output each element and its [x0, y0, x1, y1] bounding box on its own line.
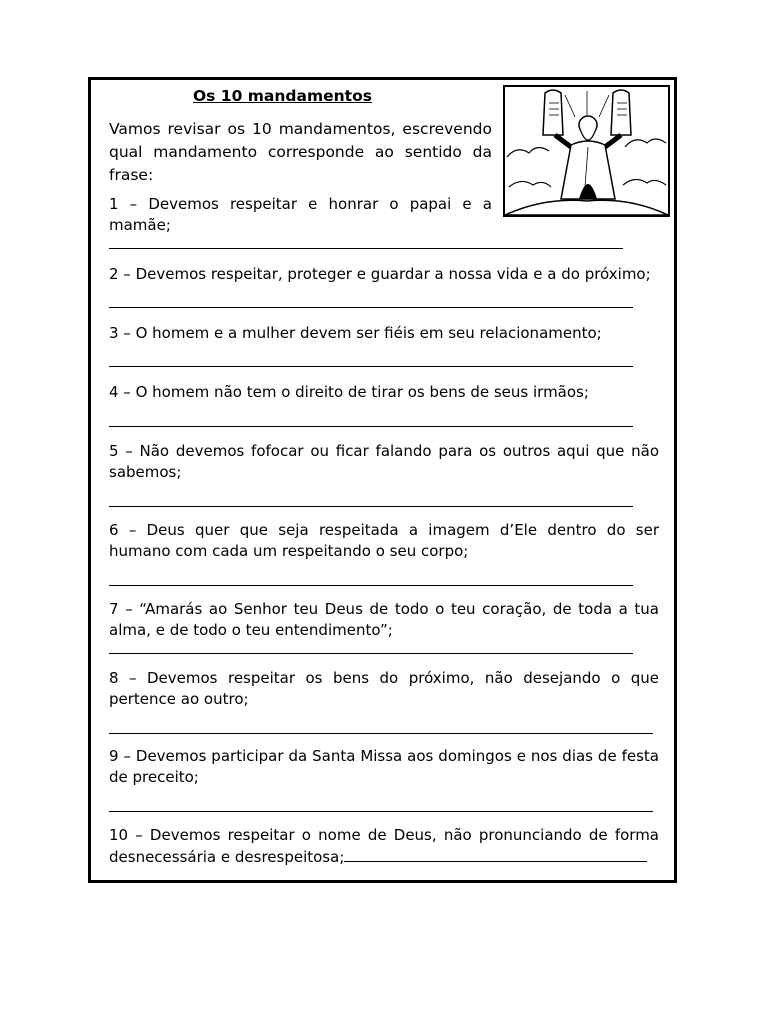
question-3: 3 – O homem e a mulher devem ser fiéis em seu relacionamento;	[109, 324, 602, 342]
question-4: 4 – O homem não tem o direito de tirar os bens de seus irmãos;	[109, 383, 589, 401]
answer-line-4[interactable]	[109, 426, 633, 427]
answer-line-7[interactable]	[109, 653, 633, 654]
answer-line-8[interactable]	[109, 733, 653, 734]
answer-line-5[interactable]	[109, 506, 633, 507]
question-2: 2 – Devemos respeitar, proteger e guardar a nossa vida e a do próximo;	[109, 265, 651, 283]
moses-tablets-illustration	[503, 85, 670, 217]
answer-line-9[interactable]	[109, 811, 653, 812]
question-10	[109, 825, 659, 868]
question-7: 7 – “Amarás ao Senhor teu Deus de todo o teu coração, de toda a tua alma, e de todo o teu entendimento”;	[109, 600, 659, 639]
answer-line-10[interactable]	[344, 846, 647, 862]
page-title: Os 10 mandamentos	[193, 87, 372, 105]
intro-text: Vamos revisar os 10 mandamentos, escrevendo qual mandamento corresponde ao sentido da frase:	[109, 120, 492, 184]
answer-line-1[interactable]	[109, 248, 623, 249]
question-5: 5 – Não devemos fofocar ou ficar falando para os outros aqui que não sabemos;	[109, 442, 659, 481]
answer-line-6[interactable]	[109, 585, 633, 586]
question-6: 6 – Deus quer que seja respeitada a imagem d’Ele dentro do ser humano com cada um respeitando o seu corpo;	[109, 521, 659, 560]
answer-line-2[interactable]	[109, 307, 633, 308]
question-9: 9 – Devemos participar da Santa Missa aos domingos e nos dias de festa de preceito;	[109, 747, 659, 786]
question-10-text: 10 – Devemos respeitar o nome de Deus, não pronunciando de forma desnecessária e desrespeitosa;	[109, 826, 659, 866]
question-8: 8 – Devemos respeitar os bens do próximo, não desejando o que pertence ao outro;	[109, 669, 659, 708]
question-1: 1 – Devemos respeitar e honrar o papai e a mamãe;	[109, 195, 492, 234]
answer-line-3[interactable]	[109, 366, 633, 367]
illustration-drawing	[505, 87, 668, 215]
